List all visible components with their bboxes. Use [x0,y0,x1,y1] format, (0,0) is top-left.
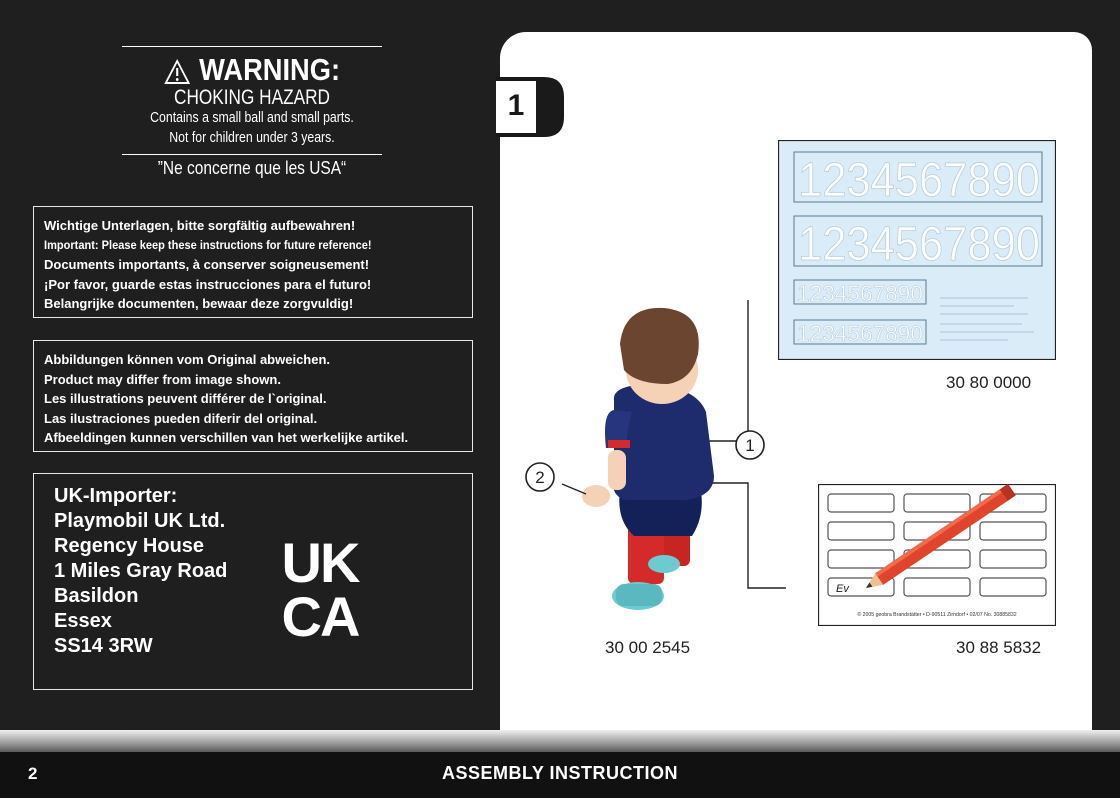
name-sheet-sample-text: Ev [836,583,849,595]
importer-postcode: SS14 3RW [54,635,153,657]
differ-line-nl: Afbeeldingen kunnen verschillen van het werkelijke artikel. [44,430,409,445]
warning-bottom-rule [122,154,382,155]
differ-line-fr: Les illustrations peuvent différer de l`original. [44,391,327,406]
keep-line-nl: Belangrijke documenten, bewaar deze zorgvuldig! [44,296,354,311]
warning-top-rule [122,46,382,47]
age-warning-text: Not for children under 3 years. [169,129,335,146]
sticker-digits-row-2: 1234567890 [798,218,1040,271]
importer-town: Basildon [54,585,139,607]
warning-title [138,52,367,88]
sticker-digits-row-1: 1234567890 [798,154,1040,207]
footer-title: ASSEMBLY INSTRUCTION [442,763,679,783]
sticker-sheet-part-number: 30 80 0000 [946,373,1032,392]
differ-line-en: Product may differ from image shown. [44,371,281,387]
importer-county: Essex [54,610,112,632]
importer-heading: UK-Importer: [54,485,178,507]
keep-line-es: ¡Por favor, guarde estas instrucciones para el futuro! [44,276,372,292]
importer-company: Playmobil UK Ltd. [54,510,226,532]
product-differ-box [33,340,473,452]
name-sheet-part-number: 30 88 5832 [956,638,1042,657]
ukca-mark-top: UK [281,534,359,594]
keep-instructions-box [33,206,473,318]
keep-line-de: Wichtige Unterlagen, bitte sorgfältig aufbewahren! [44,218,356,233]
sticker-small-digits-row-1: 1234567890 [797,281,923,306]
differ-line-es: Las ilustraciones pueden diferir del original. [44,410,318,426]
importer-building: Regency House [54,535,205,557]
left-panel [0,0,500,730]
importer-street: 1 Miles Gray Road [54,560,228,582]
callout-1: 1 [745,436,755,455]
player-figure-illustration [516,300,786,640]
choking-hazard-text: CHOKING HAZARD [174,86,330,109]
sticker-small-digits-row-2: 1234567890 [797,321,923,346]
page-number: 2 [28,764,38,783]
small-parts-text: Contains a small ball and small parts. [150,109,354,126]
footer-stripe [0,730,1120,752]
step-number: 1 [507,89,525,122]
warning-triangle-icon [164,59,190,85]
differ-line-de: Abbildungen können vom Original abweichen. [44,352,331,367]
usa-note-text: ”Ne concerne que les USA“ [157,158,347,178]
ukca-mark-bottom: CA [281,585,359,640]
name-sticker-sheet-illustration [818,484,1056,626]
warning-title-text: WARNING: [199,52,341,87]
sticker-sheet-illustration [778,140,1056,360]
name-sheet-footer-text: © 2005 geobra Brandstätter • D-90511 Zirndorf • 02/07 No. 30885832 [857,612,1017,618]
callout-2: 2 [535,468,545,487]
ukca-mark [270,534,370,640]
figure-part-number: 30 00 2545 [605,638,691,657]
keep-line-en: Important: Please keep these instructions for future reference! [44,237,372,252]
keep-line-fr: Documents importants, à conserver soigneusement! [44,257,370,272]
uk-importer-box [33,473,473,690]
warning-block [122,46,382,186]
